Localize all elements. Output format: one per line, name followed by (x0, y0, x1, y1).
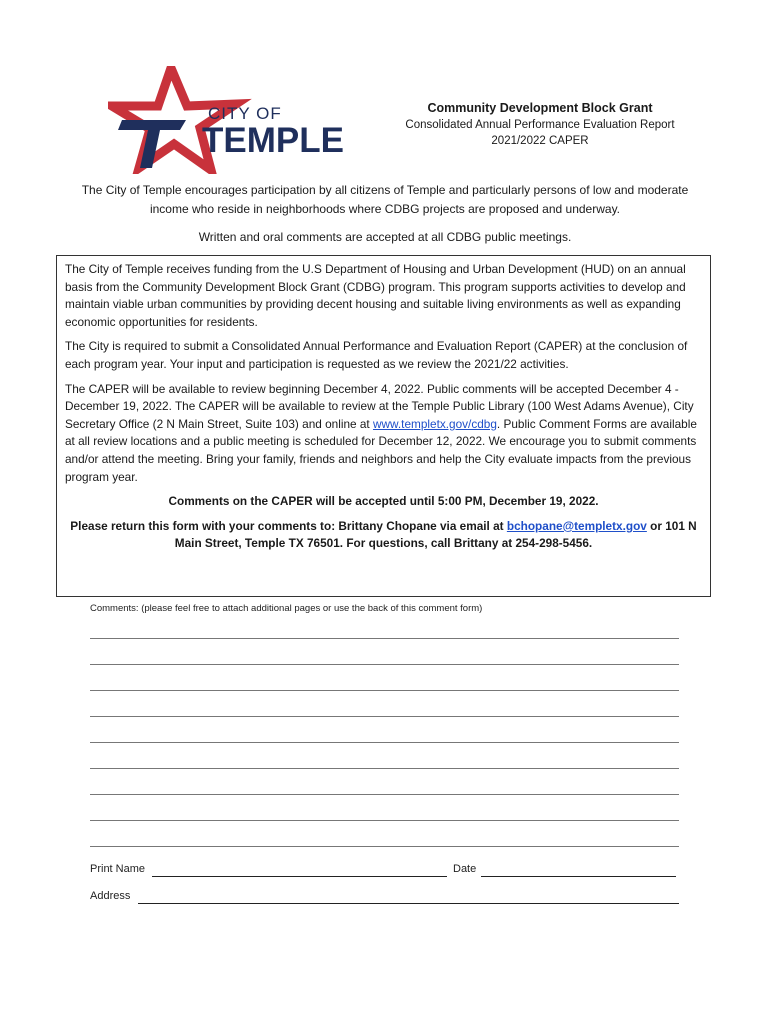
comment-line[interactable] (90, 794, 679, 795)
date-label: Date (453, 863, 477, 875)
print-name-label: Print Name (90, 863, 146, 875)
cdbg-website-link[interactable]: www.templetx.gov/cdbg (372, 416, 497, 431)
comment-line[interactable] (90, 664, 679, 665)
report-title: Community Development Block Grant (427, 101, 653, 115)
address-label: Address (90, 890, 131, 902)
return-instructions: Please return this form with your comments to: Brittany Chopane via email at bchopane@templetx.gov or 101 N Main Street, Temple TX 76501. For questions, call Brittany at 254-298-5456. (70, 518, 697, 551)
caper-requirement-paragraph: The City is required to submit a Consolidated Annual Performance and Evaluation Report (CAPER) at the conclusion of each program year. Your input and participation is requested as we review the 2021/22 activities. (65, 339, 688, 371)
intro-comments-note: Written and oral comments are accepted at all CDBG public meetings. (198, 230, 572, 244)
report-year: 2021/2022 CAPER (491, 135, 589, 147)
deadline-notice: Comments on the CAPER will be accepted until 5:00 PM, December 19, 2022. (168, 494, 599, 509)
date-field[interactable] (481, 876, 676, 877)
contact-email-link[interactable]: bchopane@templetx.gov (506, 518, 647, 533)
report-header (380, 100, 700, 149)
comment-line[interactable] (90, 638, 679, 639)
intro-paragraph: The City of Temple encourages participation by all citizens of Temple and particularly persons of low and moderate income who reside in neighborhoods where CDBG projects are proposed and underway. (81, 183, 689, 216)
comment-line[interactable] (90, 716, 679, 717)
address-field[interactable] (138, 903, 679, 904)
report-subtitle: Consolidated Annual Performance Evaluation Report (405, 119, 675, 131)
info-box (56, 255, 711, 597)
comment-line[interactable] (90, 742, 679, 743)
logo-temple-text: TEMPLE (202, 121, 344, 160)
comment-line[interactable] (90, 768, 679, 769)
review-paragraph: The CAPER will be available to review beginning December 4, 2022. Public comments will be accepted December 4 - December 19, 2022. The CAPER will be available to review at the Temple Public Library (100 West Adams Avenue), City Secretary Office (2 N Main Street, Suite 103) and online at www.templetx.gov/cdbg. Public Comment Forms are available at all review locations and a public meeting is scheduled for December 12, 2022. We encourage you to submit comments and/or attend the meeting. Bring your family, friends and neighbors and help the City evaluate impacts from the previous program year. (65, 381, 697, 484)
comment-line[interactable] (90, 820, 679, 821)
city-of-temple-logo (108, 66, 348, 174)
comment-line[interactable] (90, 690, 679, 691)
funding-paragraph: The City of Temple receives funding from the U.S Department of Housing and Urban Development (HUD) on an annual basis from the Community Development Block Grant (CDBG) program. This program supports activities to develop and maintain viable urban communities by providing decent housing and suitable living environments as well as expanding economic opportunities for residents. (65, 262, 686, 329)
print-name-field[interactable] (152, 876, 447, 877)
logo-city-of-text: CITY OF (208, 104, 282, 123)
comment-line[interactable] (90, 846, 679, 847)
comments-label: Comments: (please feel free to attach additional pages or use the back of this comment form) (90, 603, 483, 614)
star-logo-icon (108, 66, 348, 174)
